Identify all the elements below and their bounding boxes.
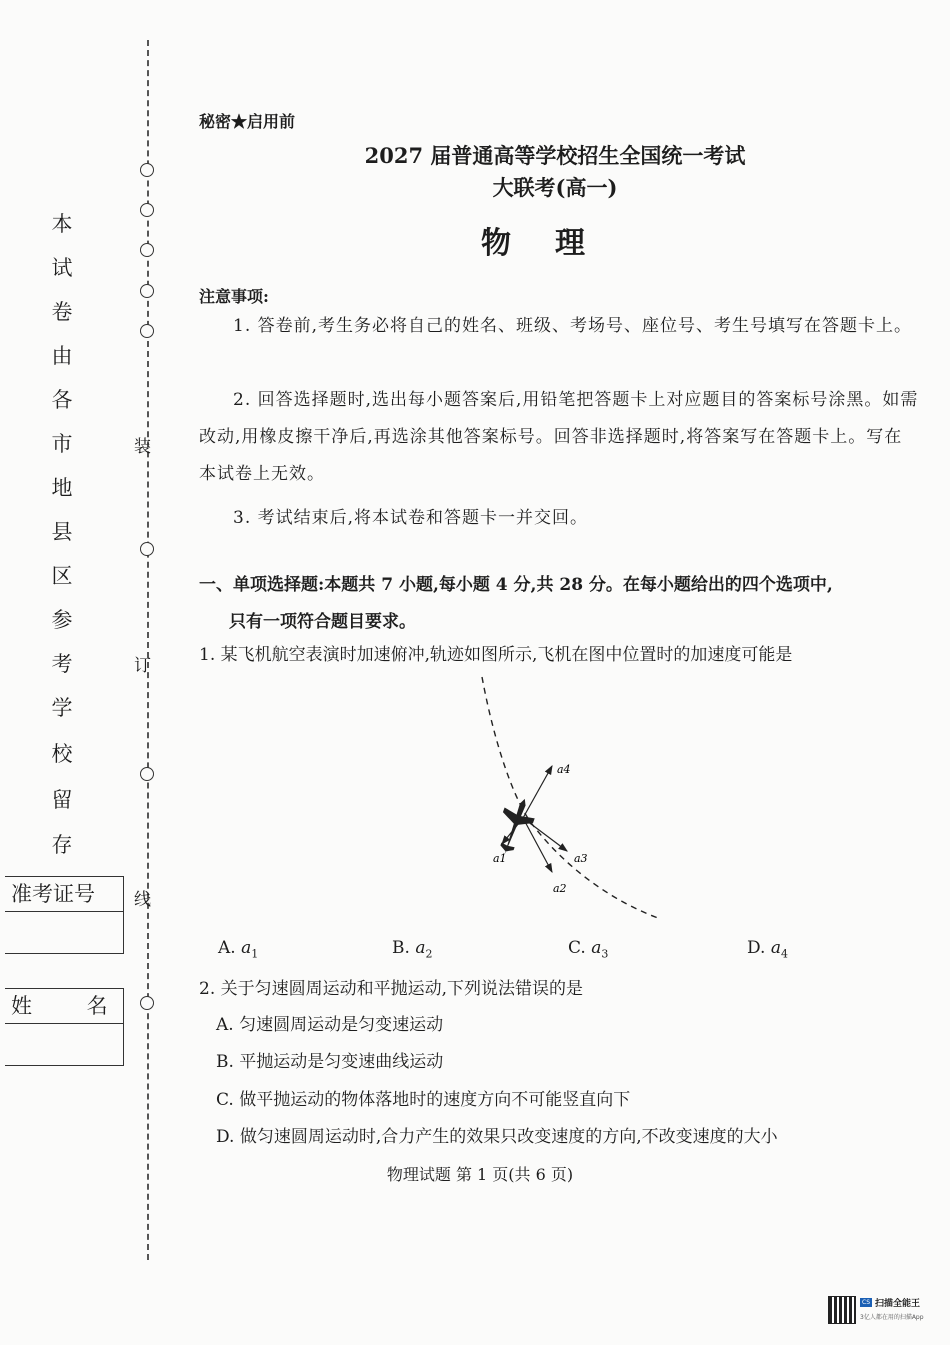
vector-a3 — [523, 818, 567, 851]
binding-hole — [140, 284, 154, 298]
q2-option-c[interactable]: C. 做平抛运动的物体落地时的速度方向不可能竖直向下 — [216, 1090, 631, 1110]
q1-option-a[interactable]: A. $a_1$ — [218, 938, 259, 961]
exam-subtitle: 大联考(高一) — [492, 175, 618, 200]
trajectory-curve — [482, 677, 658, 918]
q1-option-d[interactable]: D. $a_4$ — [747, 938, 788, 961]
scanner-name: 扫描全能王 — [875, 1299, 921, 1309]
admission-number-box[interactable] — [5, 876, 124, 954]
side-char: 区 — [51, 564, 73, 588]
scanner-watermark — [828, 1292, 930, 1328]
side-char: 市 — [51, 432, 73, 456]
side-char: 各 — [51, 388, 73, 412]
binding-hole — [140, 203, 154, 217]
q1-option-b[interactable]: B. $a_2$ — [392, 938, 433, 961]
side-char: 考 — [51, 652, 73, 676]
side-char: 试 — [51, 256, 73, 280]
binding-hole — [140, 324, 154, 338]
q2-option-d[interactable]: D. 做匀速圆周运动时,合力产生的效果只改变速度的方向,不改变速度的大小 — [216, 1127, 778, 1147]
side-char: 学 — [51, 696, 73, 720]
binding-hole — [140, 767, 154, 781]
side-char: 校 — [51, 742, 73, 766]
qr-code-icon — [828, 1296, 856, 1324]
name-box[interactable] — [5, 988, 132, 1066]
question-1-stem: 1. 某飞机航空表演时加速俯冲,轨迹如图所示,飞机在图中位置时的加速度可能是 — [199, 645, 793, 665]
question-2-stem: 2. 关于匀速圆周运动和平抛运动,下列说法错误的是 — [199, 979, 584, 999]
side-char: 本 — [51, 212, 73, 236]
binding-dashed-line — [147, 40, 149, 1260]
note-item: 1. 答卷前,考生务必将自己的姓名、班级、考场号、座位号、考生号填写在答题卡上。 — [233, 316, 913, 336]
side-char: 县 — [51, 520, 73, 544]
section-heading-line1: 一、单项选择题:本题共 7 小题,每小题 4 分,共 28 分。在每小题给出的四个选项中, — [199, 575, 833, 595]
page-footer: 物理试题 第 1 页(共 6 页) — [386, 1165, 574, 1184]
side-char: 存 — [51, 833, 73, 857]
scanner-tagline: 3亿人都在用的扫描App — [860, 1314, 924, 1321]
admission-number-label: 准考证号 — [5, 877, 123, 912]
side-char: 由 — [51, 344, 73, 368]
label-a1: a1 — [493, 852, 507, 865]
binding-word-ding: 订 — [134, 656, 151, 676]
section-heading — [199, 567, 924, 641]
exam-title: 2027 届普通高等学校招生全国统一考试 — [364, 143, 746, 168]
binding-hole — [140, 243, 154, 257]
section-heading-line2: 只有一项符合题目要求。 — [229, 612, 416, 632]
label-a2: a2 — [553, 882, 567, 895]
airplane-icon — [489, 793, 540, 860]
binding-hole — [140, 996, 154, 1010]
q1-option-c[interactable]: C. $a_3$ — [568, 938, 609, 961]
side-char: 地 — [51, 476, 73, 500]
side-char: 卷 — [51, 300, 73, 324]
label-a4: a4 — [557, 763, 571, 776]
side-char: 参 — [51, 608, 73, 632]
name-label: 姓 名 — [5, 989, 123, 1024]
binding-hole — [140, 163, 154, 177]
note-item: 2. 回答选择题时,选出每小题答案后,用铅笔把答题卡上对应题目的答案标号涂黑。如需改动,用橡皮擦干净后,再选涂其他答案标号。回答非选择题时,将答案写在答题卡上。写在本试卷上无效。 — [199, 390, 919, 484]
vector-a4 — [523, 766, 552, 818]
side-char: 留 — [51, 788, 73, 812]
binding-word-xian: 线 — [134, 890, 151, 910]
airplane-trajectory-figure — [470, 672, 670, 922]
binding-hole — [140, 542, 154, 556]
scanner-logo-icon: CS — [862, 1299, 870, 1306]
confidential-mark: 秘密★启用前 — [199, 112, 296, 131]
subject-title: 物理 — [481, 226, 629, 261]
notes-heading: 注意事项: — [199, 287, 269, 306]
vector-a2 — [523, 818, 552, 872]
q2-option-b[interactable]: B. 平抛运动是匀变速曲线运动 — [216, 1052, 444, 1072]
q2-option-a[interactable]: A. 匀速圆周运动是匀变速运动 — [216, 1015, 444, 1035]
note-item: 3. 考试结束后,将本试卷和答题卡一并交回。 — [233, 508, 589, 528]
binding-word-zhuang: 装 — [134, 437, 151, 457]
label-a3: a3 — [574, 852, 588, 865]
